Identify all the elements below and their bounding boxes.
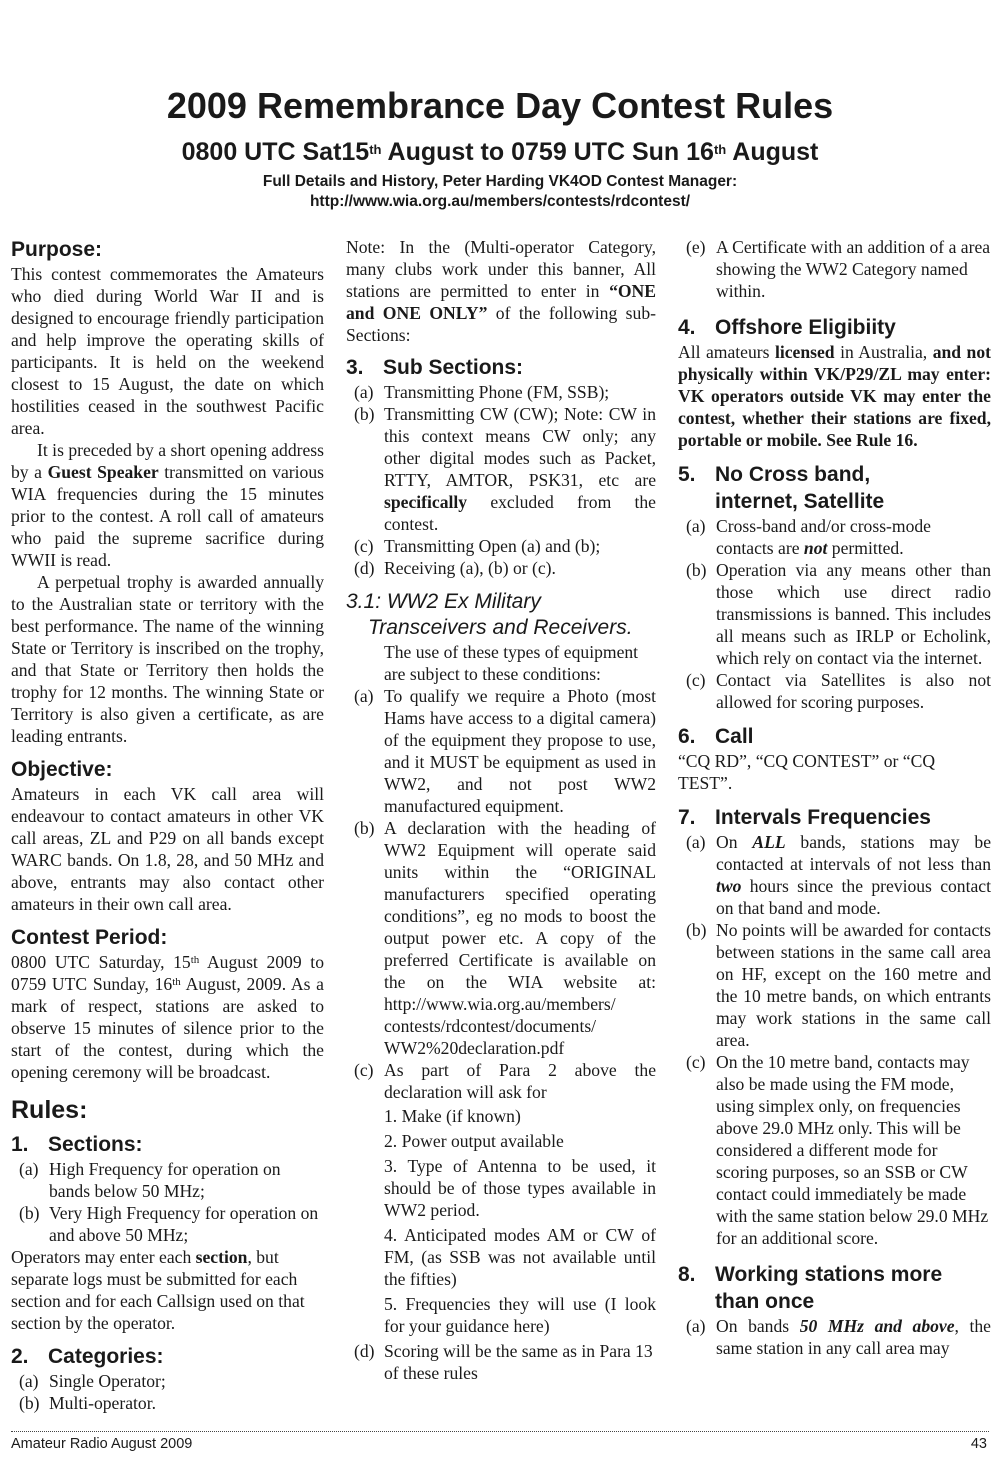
column-left <box>11 236 324 1414</box>
contest-dates: 0800 UTC Sat15th August to 0759 UTC Sun 16th August <box>181 138 819 166</box>
ww2-intro: The use of these types of equipment are subject to these conditions: <box>384 642 639 684</box>
contest-period-paragraph: 0800 UTC Saturday, 15th August 2009 to 0759 UTC Sunday, 16th August, 2009. As a mark of respect, stations are asked to observe 15 minutes of silence prior to the start of the contest, during which the opening ceremony will be broadcast. <box>11 952 324 1082</box>
list-item: (c) Contact via Satellites is also not allowed for scoring purposes. <box>686 670 991 712</box>
details-line: Full Details and History, Peter Harding VK4OD Contest Manager: <box>262 173 738 190</box>
list-item: (a) To qualify we require a Photo (most Hams have access to a digital camera) of the equipment they propose to use, and it MUST be equipment as used in WW2, and not post WW2 manufactured equipment. <box>354 686 656 816</box>
list-item: (a) On ALL bands, stations may be contacted at intervals of not less than two hours since the previous contact on that band and mode. <box>686 832 991 918</box>
list-item: (c) Transmitting Open (a) and (b); <box>354 536 601 556</box>
sub-sections-heading: 3. Sub Sections: <box>346 356 524 379</box>
column-right <box>678 236 991 1359</box>
list-item: (b) Operation via any means other than those which use direct radio transmissions is banned. This includes all means such as IRLP or Echolink, which rely on contact via the internet. <box>686 560 991 668</box>
list-item: (a) High Frequency for operation on bands below 50 MHz; <box>19 1159 281 1201</box>
call-paragraph: “CQ RD”, “CQ CONTEST” or “CQ TEST”. <box>678 751 936 793</box>
list-item: (c) As part of Para 2 above the declaration will ask for <box>354 1060 656 1102</box>
ww2-subheading-line2: Transceivers and Receivers. <box>368 616 633 639</box>
footer-divider <box>11 1431 989 1432</box>
rules-heading: Rules: <box>11 1096 88 1124</box>
declaration-item: 5. Frequencies they will use (I look for your guidance here) <box>384 1294 656 1336</box>
objective-heading: Objective: <box>11 758 113 781</box>
purpose-paragraph: A perpetual trophy is awarded annually to the Australian state or territory with the best performance. The name of the winning State or Territory is inscribed on the trophy, and that State or Territory then holds the trophy for 12 months. The winning State or Territory is also given a certificate, as are leading entrants. <box>11 572 324 746</box>
column-middle <box>346 236 656 1384</box>
categories-heading: 2. Categories: <box>11 1345 164 1368</box>
cross-band-heading-line2: internet, Satellite <box>715 490 885 513</box>
working-stations-heading-line2: than once <box>715 1290 815 1313</box>
list-item: (b) Very High Frequency for operation on and above 50 MHz; <box>19 1203 319 1245</box>
contest-period-heading: Contest Period: <box>11 926 168 949</box>
list-item: (b) No points will be awarded for contacts between stations in the same call area on HF, except on the 160 metre and the 10 metre bands, on which entrants may work stations in the same call area. <box>686 920 991 1050</box>
declaration-item: 1. Make (if known) <box>384 1106 521 1126</box>
details-url: http://www.wia.org.au/members/contests/rdcontest/ <box>309 193 691 210</box>
declaration-item: 2. Power output available <box>384 1131 564 1151</box>
purpose-paragraph: It is preceded by a short opening address by a Guest Speaker transmitted on various WIA frequencies during the 15 minutes prior to the contest. A roll call of amateurs who paid the supreme sacrifice during WWII is read. <box>11 440 324 570</box>
declaration-item: 4. Anticipated modes AM or CW of FM, (as SSB was not available until the fifties) <box>384 1225 656 1289</box>
sections-paragraph: Operators may enter each section, but separate logs must be submitted for each section and for each Callsign used on that section by the operator. <box>11 1247 305 1333</box>
list-item: (d) Scoring will be the same as in Para 13 of these rules <box>354 1341 653 1383</box>
list-item: (b) Multi-operator. <box>19 1393 157 1413</box>
list-item: (a) Transmitting Phone (FM, SSB); <box>354 382 610 402</box>
list-item: (a) On bands 50 MHz and above, the same station in any call area may <box>686 1316 991 1358</box>
call-heading: 6. Call <box>678 725 754 748</box>
declaration-list <box>346 1105 656 1337</box>
offshore-heading: 4. Offshore Eligibiity <box>678 316 896 339</box>
list-item: (b) Transmitting CW (CW); Note: CW in this context means CW only; any other digital modes such as Packet, RTTY, AMTOR, PSK31, etc are specifically excluded from the contest. <box>354 404 656 534</box>
note-paragraph: Note: In the (Multi-operator Category, many clubs work under this banner, All stations are permitted to enter in “ONE and ONE ONLY” of the following sub-Sections: <box>346 237 656 345</box>
list-item: (c) On the 10 metre band, contacts may also be made using the FM mode, using simplex only, on frequencies above 29.0 MHz only. This will be considered a different mode for scoring purposes, so an SSB or CW contact could immediately be made with the same station below 29.0 MHz for an additional score. <box>686 1052 989 1248</box>
ww2-subheading: 3.1: WW2 Ex Military <box>346 590 541 613</box>
offshore-paragraph: All amateurs licensed in Australia, and not physically within VK/P29/ZL may enter: VK operators outside VK may enter the contest, whether their stations are fixed, portable or mobile. See Rule 16. <box>678 342 991 450</box>
list-item: (b) A declaration with the heading of WW2 Equipment will operate said units within the “ORIGINAL manufacturers specified operating conditions”, eg no mods to boost the output power etc. A copy of the preferred Certificate is available on the on the WIA website at: http://www.wia.org.au/members/ contests/rdcontest/documents/ WW2%20declaration.pdf <box>354 818 656 1058</box>
contest-manager-details <box>0 172 1000 212</box>
list-item: (a) Single Operator; <box>19 1371 166 1391</box>
footer-page-number: 43 <box>970 1436 987 1452</box>
purpose-paragraph: This contest commemorates the Amateurs who died during World War II and is designed to encourage friendly participation and help improve the operating skills of participants. It is held on the weekend closest to 15 August, the date on which hostilities ceased in the southwest Pacific area. <box>11 264 324 438</box>
list-item: (d) Receiving (a), (b) or (c). <box>354 558 556 578</box>
page-title: 2009 Remembrance Day Contest Rules <box>166 85 834 126</box>
list-item: (a) Cross-band and/or cross-mode contacts are not permitted. <box>686 516 931 558</box>
sections-heading: 1. Sections: <box>11 1133 143 1156</box>
list-item: (e) A Certificate with an addition of a area showing the WW2 Category named within. <box>686 237 991 301</box>
declaration-item: 3. Type of Antenna to be used, it should be of those types available in WW2 period. <box>384 1156 656 1220</box>
intervals-heading: 7. Intervals Frequencies <box>678 806 931 829</box>
footer-publication: Amateur Radio August 2009 <box>11 1436 193 1452</box>
objective-paragraph: Amateurs in each VK call area will endeavour to contact amateurs in other VK call areas, ZL and P29 on all bands except WARC bands. On 1.8, 28, and 50 MHz and above, entrants may also contact other amateurs in their own call area. <box>11 784 324 914</box>
working-stations-heading: 8. Working stations more <box>678 1263 943 1286</box>
cross-band-heading: 5. No Cross band, <box>678 463 871 486</box>
purpose-heading: Purpose: <box>11 238 103 261</box>
